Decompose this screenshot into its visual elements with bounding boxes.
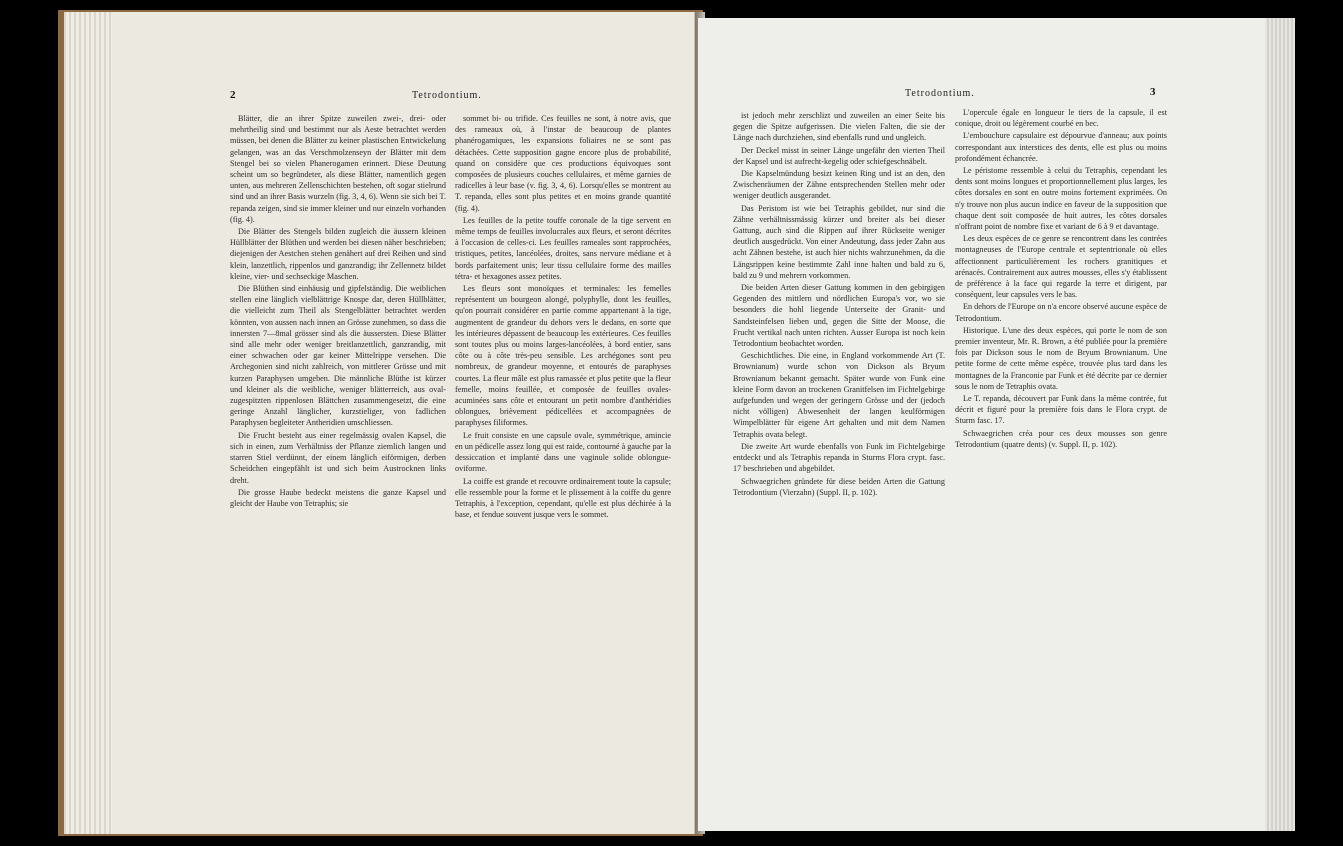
paragraph: ist jedoch mehr zerschlizt und zuweilen an einer Seite bis gegen die Spitze aufgerissen. Die vielen Falten, die sie der Länge nach durchziehen, sind ebenfalls rund und ungleich. bbox=[733, 111, 945, 143]
paragraph: Geschichtliches. Die eine, in England vorkommende Art (T. Brownianum) wurde schon von Dickson als Bryum Brownianum bekannt gemacht. Später wurde von Funk eine kleine Form davon an trockenen Granitfelsen im Fichtelgebirge aufgefunden und wegen der geringern Grösse und der (jedoch nicht völligen) Abwesenheit der langen keulförmigen Wimpelblätter für eigene Art gehalten und mit dem Namen Tetraphis ovata belegt. bbox=[733, 351, 945, 439]
right-running-head: Tetrodontium. bbox=[905, 88, 975, 99]
paragraph: Le T. repanda, découvert par Funk dans la même contrée, fut décrit et figuré pour la première fois dans le Flora crypt. de Sturm fasc. 17. bbox=[955, 394, 1167, 426]
right-column-french bbox=[955, 107, 1167, 617]
paragraph: L'embouchure capsulaire est dépourvue d'anneau; aux points correspondant aux interstices des dents, elle est plus ou moins profondément échancrée. bbox=[955, 131, 1167, 163]
paragraph: En dehors de l'Europe on n'a encore observé aucune espèce de Tetrodontium. bbox=[955, 302, 1167, 323]
paragraph: sommet bi- ou trifide. Ces feuilles ne sont, à notre avis, que des rameaux où, à l'instar de beaucoup de plantes phanérogamiques, les expansions foliaires ne se sont pas détachées. Cette supposition gagne encore plus de probabilité, quand on considère que ces productions équivoques sont composées de plusieurs couches cellulaires, et même garnies de radicelles à leur base (v. fig. 3, 4, 6). Lorsqu'elles se montrent au T. repanda, elles sont plus petites et en moins grande quantité (fig. 4). bbox=[455, 114, 671, 213]
paragraph: Die Frucht besteht aus einer regelmässig ovalen Kapsel, die sich in einen, zum Verhältniss der Pflanze ziemlich langen und starren Stiel verdünnt, der einem länglich eiförmigen, derben Scheidchen eingepfählt ist und sich beim Austrocknen links dreht. bbox=[230, 430, 446, 485]
left-running-head: Tetrodontium. bbox=[412, 90, 482, 101]
paragraph: Les feuilles de la petite touffe coronale de la tige servent en même temps de feuilles involucrales aux fleurs, et seront décrites à l'occasion de celles-ci. Les feuilles rameales sont rapprochées, tristiques, petites, lancéolées, droites, sans nervure médiane et à bords parfaitement unis; leur tissu cellulaire forme des mailles tétra- et hexagones assez petites. bbox=[455, 215, 671, 281]
paragraph: Die Kapselmündung besizt keinen Ring und ist an den, den Zwischenräumen der Zähne entsprechenden Stellen mehr oder weniger deutlich ausgerandet. bbox=[733, 169, 945, 201]
paragraph: Die Blüthen sind einhäusig und gipfelständig. Die weiblichen stellen eine länglich vielblättrige Knospe dar, deren Hüllblätter, die vielleicht zum Theil als Stengelblätter betrachtet werden könnten, von aussen nach innen an Grösse zunehmen, so dass die innersten 7—8mal grösser sind als die äussersten. Diese Blätter sind alle mehr oder weniger breitlanzettlich, ganzrandig, mit einer schwachen oder gar keiner Mittelrippe versehen. Die Archegonien sind nicht zahlreich, von mittlerer Grösse und mit kurzen Paraphysen umgeben. Die männliche Blüthe ist kürzer und kleiner als die weibliche, weniger blätterreich, aus oval-zugespitzten rippenlosen Blättchen zusammengesetzt, die eine geringe Anzahl länglicher, kurzstieliger, von fadlichen Paraphysen begleiteter Antheridien umschliessen. bbox=[230, 284, 446, 428]
paragraph: Historique. L'une des deux espèces, qui porte le nom de son premier inventeur, Mr. R. Brown, a été publiée pour la première fois par Dickson sous le nom de Bryum Brownianum. Une petite forme de cette même espèce, trouvée plus tard dans les montagnes de la Franconie par Funk et été décrite par ce dernier sous le nom de Tetraphis ovata. bbox=[955, 325, 1167, 391]
paragraph: Les fleurs sont monoïques et terminales: les femelles représentent un bourgeon alongé, polyphylle, dont les feuilles, qu'on pourrait considérer en partie comme appartenant à la tige, augmentent de grandeur du dehors vers le dedans, en sorte que les intérieures dépassent de beaucoup les extérieures. Ces feuilles sont toutes plus ou moins larges-lancéolées, à bord entier, sans côte ou à côte très-peu sensible. Les archégones sont peu nombreux, de grandeur moyenne, et entourés de paraphyses courtes. La fleur mâle est plus ramassée et plus petite que la fleur femelle, moins feuillée, et composée de feuilles ovales-acuminées sans côte et entourant un petit nombre d'anthéridies oblongues, brièvement pédicellées et accompagnées de paraphyses filiformes. bbox=[455, 284, 671, 428]
paragraph: Die beiden Arten dieser Gattung kommen in den gebirgigen Gegenden des mittlern und nördlichen Europa's vor, wo sie besonders die hohl liegende Unterseite der Granit- und Sandsteinfelsen lieben und, gegen die Sitte der Moose, die Frucht vertikal nach unten richten. Ausser Europa ist noch kein Tetrodontium beobachtet worden. bbox=[733, 283, 945, 349]
paragraph: Das Peristom ist wie bei Tetraphis gebildet, nur sind die Zähne verhältnissmässig kürzer und breiter als bei dieser Gattung, auch sind die Rippen auf ihrer Rückseite weniger deutlich ausgedrückt. Von einer Andeutung, dass jeder Zahn aus acht Zähnen bestehe, ist auch hier nichts wahrzunehmen, da die Längsrippen keine bestimmte Zahl inne halten und bald zu 6, bald zu 9 und mehrern vorkommen. bbox=[733, 203, 945, 280]
paragraph: Blätter, die an ihrer Spitze zuweilen zwei-, drei- oder mehrtheilig sind und bestimmt nur als Aeste betrachtet werden müssen, bei denen die Blätter zu keiner plastischen Entwickelung gelangen, was an das Verschmolzenseyn der Blätter mit dem Stengel bei so vielen Phanerogamen erinnert. Diese Deutung scheint um so begründeter, als diese Blätter, namentlich gegen unten, aus mehreren Zellenschichten bestehen, oft sogar stielrund sind und an ihrer Basis wurzeln (fig. 3, 4, 6). Wenn sie sich bei T. repanda zeigen, sind sie immer kleiner und nur einzeln vorhanden (fig. 4). bbox=[230, 114, 446, 224]
left-page-number: 2 bbox=[230, 89, 236, 101]
paragraph: Die zweite Art wurde ebenfalls von Funk im Fichtelgebirge entdeckt und als Tetraphis repanda in Sturms Flora crypt. fasc. 17 beschrieben und abgebildet. bbox=[733, 441, 945, 474]
page-edges bbox=[64, 12, 112, 834]
left-column-french bbox=[455, 113, 671, 695]
left-column-german bbox=[230, 113, 446, 695]
paragraph: Die grosse Haube bedeckt meistens die ganze Kapsel und gleicht der Haube von Tetraphis; sie bbox=[230, 487, 446, 508]
paragraph: Schwaegrichen créa pour ces deux mousses son genre Tetrodontium (quatre dents) (v. Suppl. II, p. 102). bbox=[955, 428, 1167, 449]
paragraph: L'opercule égale en longueur le tiers de la capsule, il est conique, droit ou légèrement courbé en bec. bbox=[955, 108, 1167, 129]
paragraph: La coiffe est grande et recouvre ordinairement toute la capsule; elle ressemble pour la forme et le plissement à la coiffe du genre Tetraphis, à l'exception, cependant, qu'elle est plus déchirée à la base, et fendue souvent jusque vers le sommet. bbox=[455, 476, 671, 520]
paragraph: Les deux espèces de ce genre se rencontrent dans les contrées montagneuses de l'Europe centrale et septentrionale où elles affectionnent particulièrement les rochers granitiques et arénacés. Contrairement aux autres mousses, elles s'y établissent de préférence à la face qui regarde la terre et dirigent, par conséquent, leur capsules vers le bas. bbox=[955, 234, 1167, 300]
paragraph: Le fruit consiste en une capsule ovale, symmétrique, amincie en un pédicelle assez long qui est raide, contourné à gauche par la dessiccation et implanté dans une vaginule solide oblongue-oviforme. bbox=[455, 430, 671, 474]
paragraph: Die Blätter des Stengels bilden zugleich die äussern kleinen Hüllblätter der Blüthen und werden bei diesen näher beschrieben; diejenigen der Aestchen stehen genähert auf drei Reihen und sind klein, lanzettlich, rippenlos und ganzrandig; ihr Zellennetz bildet kleine, vier- und sechseckige Maschen. bbox=[230, 227, 446, 281]
right-page-number: 3 bbox=[1150, 86, 1156, 98]
page-edges bbox=[1265, 18, 1295, 831]
paragraph: Schwaegrichen gründete für diese beiden Arten die Gattung Tetrodontium (Vierzahn) (Suppl. II, p. 102). bbox=[733, 476, 945, 497]
paragraph: Der Deckel misst in seiner Länge ungefähr den vierten Theil der Kapsel und ist aufrecht-kegelig oder schiefgeschnäbelt. bbox=[733, 145, 945, 166]
paragraph: Le péristome ressemble à celui du Tetraphis, cependant les dents sont moins longues et proportionnellement plus larges, les côtes dorsales en sont en outre moins fortement exprimées. On n'y trouve non plus aucun indice en faveur de la supposition que chaque dent soit composée de huit autres, les côtes dorsales n'offrant point de nombre fixe et variant de 6 à 9 et davantage. bbox=[955, 166, 1167, 232]
right-column-german bbox=[733, 110, 945, 670]
